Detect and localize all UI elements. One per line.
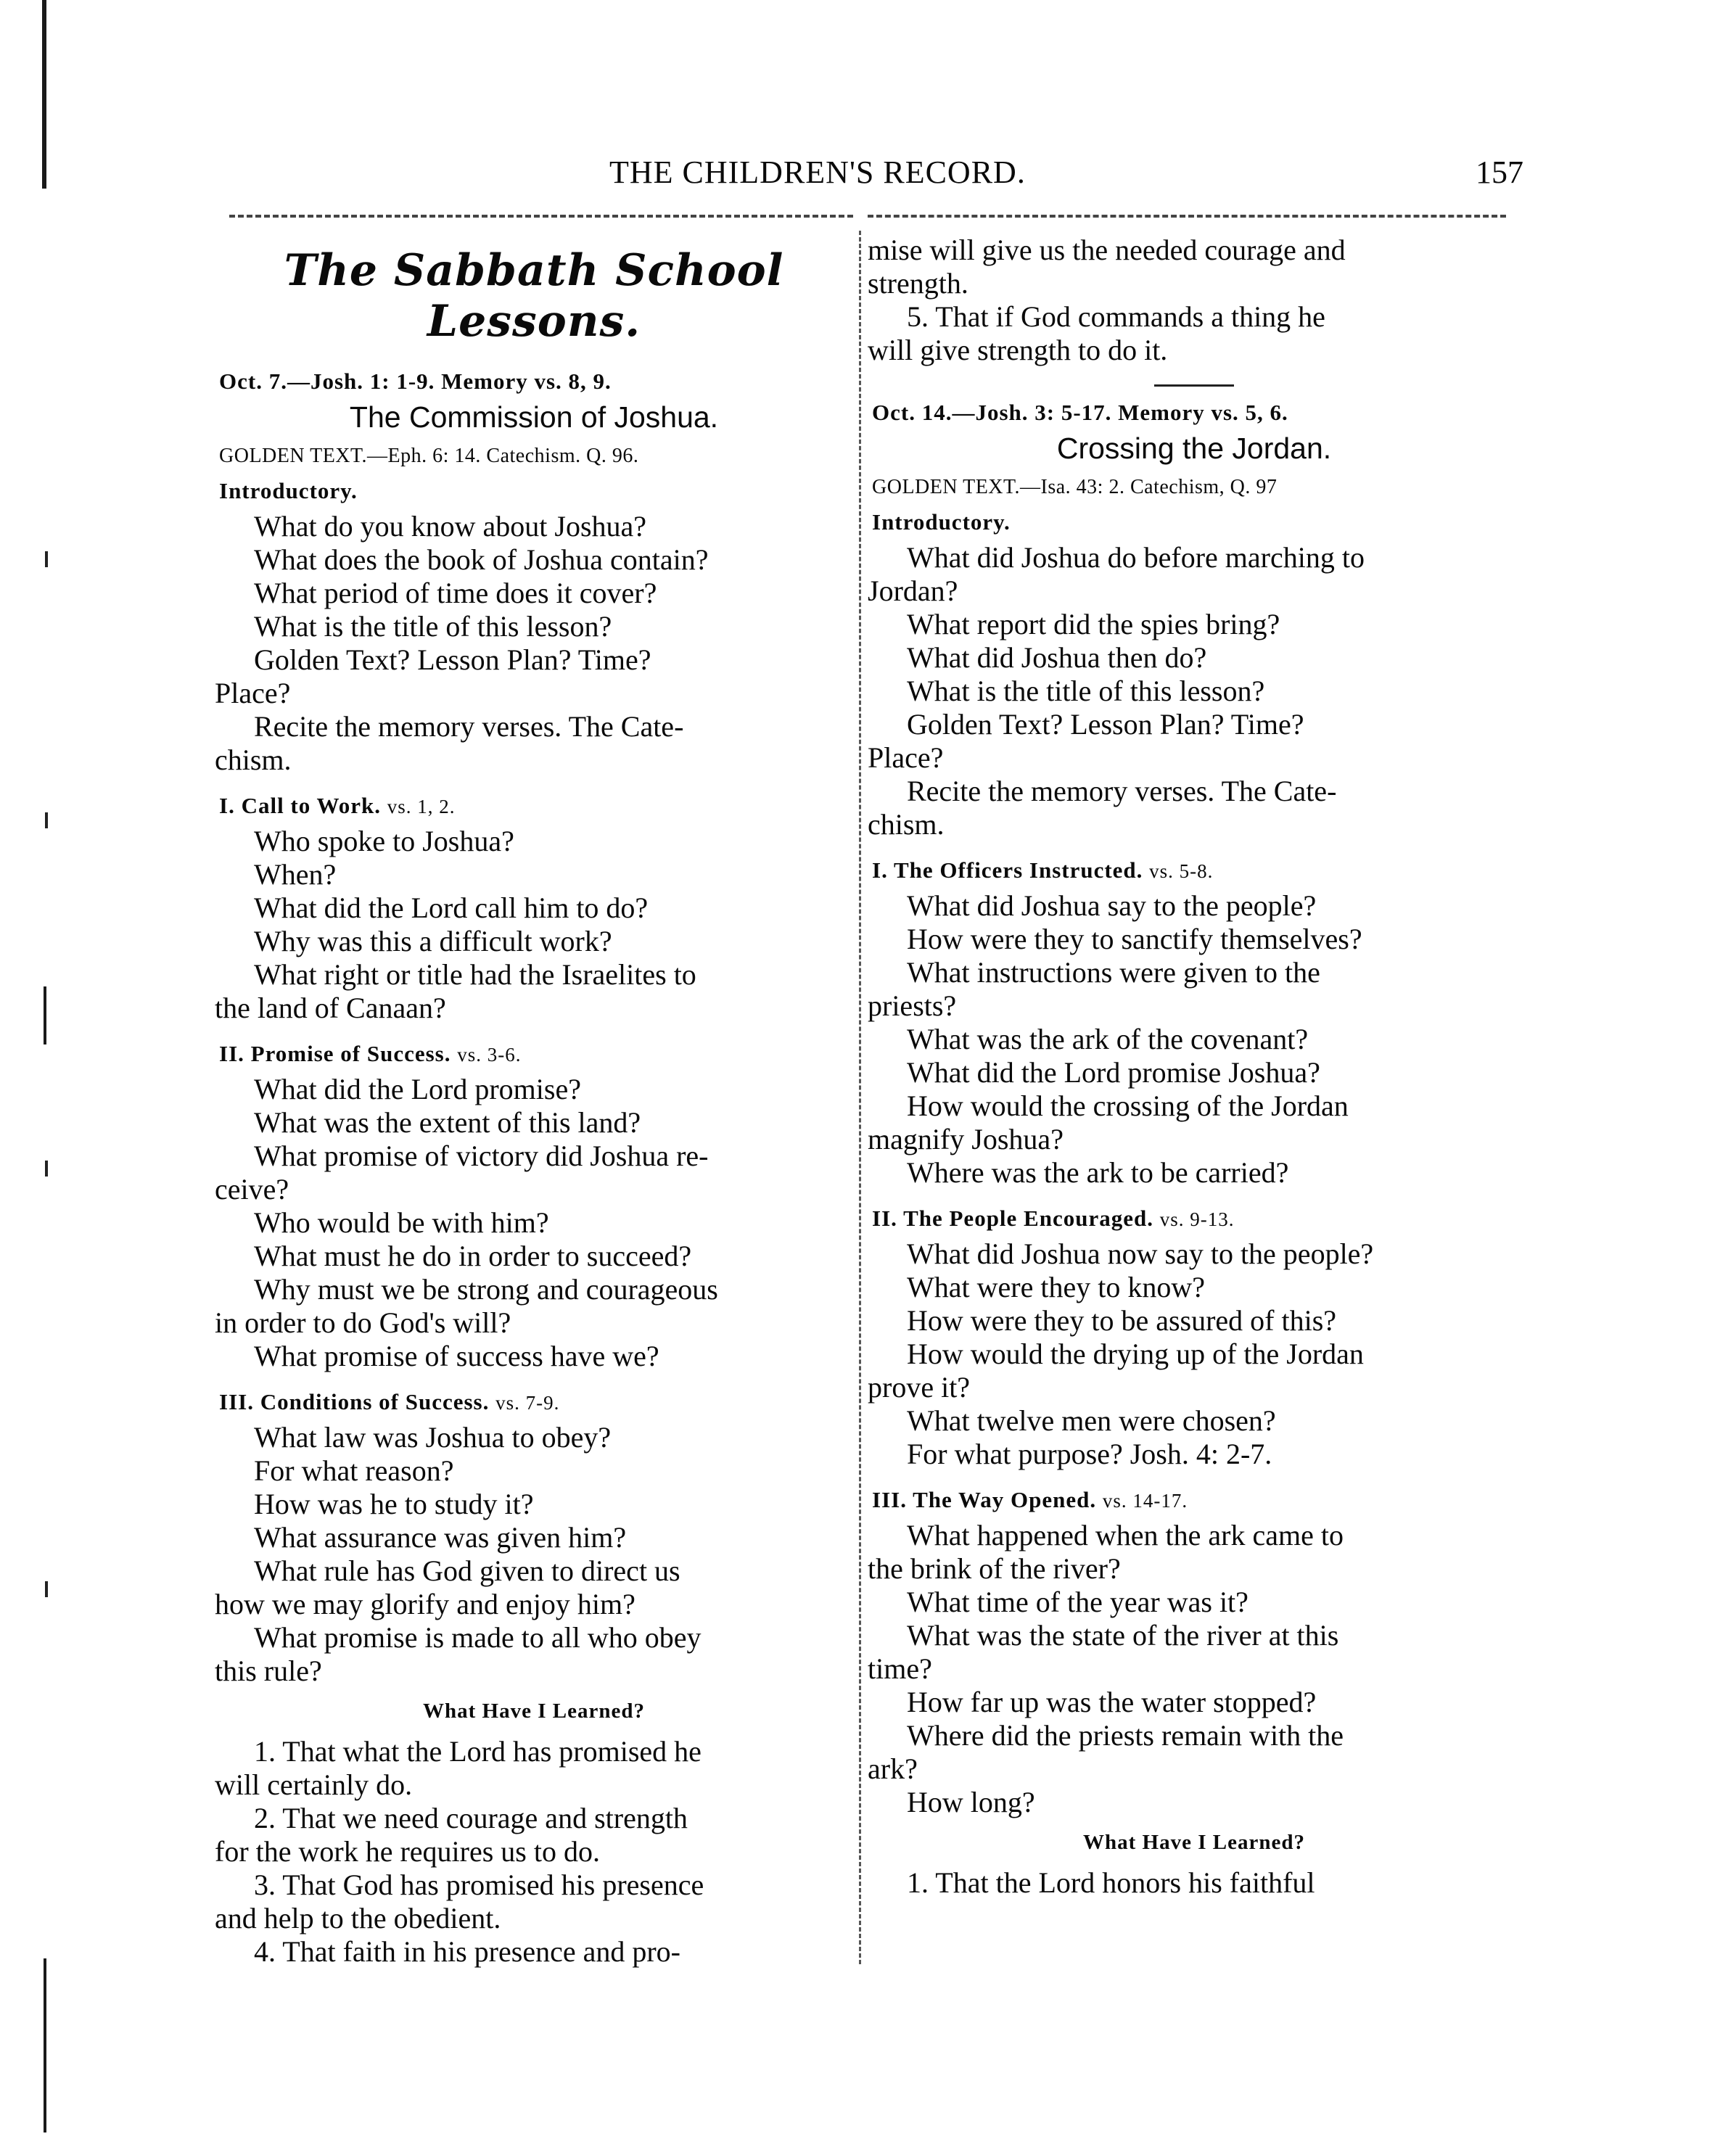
section-heading-introductory: Introductory. (219, 478, 358, 503)
text-line: chism. (868, 808, 945, 841)
text-line: Where was the ark to be carried? (907, 1156, 1289, 1189)
scan-mark (45, 1581, 48, 1597)
text-line: ceive? (215, 1173, 289, 1206)
lesson-reference: Oct. 7.—Josh. 1: 1-9. Memory vs. 8, 9. (219, 368, 612, 394)
page-number: 157 (1476, 154, 1523, 190)
text-line: What law was Joshua to obey? (254, 1421, 612, 1454)
text-line: How far up was the water stopped? (907, 1686, 1317, 1718)
left-column (215, 234, 853, 1969)
golden-text: GOLDEN TEXT.—Isa. 43: 2. Catechism, Q. 97 (872, 476, 1278, 498)
text-line: What promise is made to all who obey (254, 1621, 702, 1654)
text-line: What rule has God given to direct us (254, 1554, 680, 1587)
text-line: What promise of victory did Joshua re- (254, 1140, 709, 1172)
section-heading-introductory: Introductory. (872, 509, 1011, 535)
verse-reference: vs. 1, 2. (387, 796, 456, 817)
text-line: magnify Joshua? (868, 1123, 1064, 1155)
text-line: for the work he requires us to do. (215, 1835, 600, 1868)
right-column (868, 234, 1521, 1900)
scan-edge-bottom (44, 1958, 46, 2132)
text-line: What does the book of Joshua contain? (254, 543, 709, 576)
text-line: Why was this a difficult work? (254, 925, 612, 957)
lesson-title: The Commission of Joshua. (349, 400, 719, 434)
text-line: What instructions were given to the (907, 956, 1320, 989)
learned-heading: What Have I Learned? (423, 1699, 645, 1723)
verse-reference: vs. 9-13. (1159, 1208, 1235, 1230)
text-line: Where did the priests remain with the (907, 1719, 1344, 1752)
text-line: Place? (215, 677, 291, 709)
verse-reference: vs. 3-6. (457, 1044, 522, 1066)
section-title: II. The People Encouraged. (872, 1206, 1153, 1231)
scan-mark (45, 812, 48, 828)
section-title: I. Call to Work. (219, 793, 381, 818)
verse-reference: vs. 7-9. (495, 1392, 560, 1414)
text-line: priests? (868, 989, 957, 1022)
text-line: What did the Lord promise Joshua? (907, 1056, 1320, 1089)
text-line: What did Joshua do before marching to (907, 541, 1365, 574)
header-rule-left (229, 215, 853, 218)
text-line: 5. That if God commands a thing he (907, 300, 1325, 333)
text-line: How long? (907, 1786, 1035, 1818)
column-divider (859, 231, 861, 1964)
text-line: 2. That we need courage and strength (254, 1802, 688, 1834)
section-heading (219, 1389, 853, 1415)
text-line: For what reason? (254, 1454, 454, 1487)
text-line: strength. (868, 267, 968, 300)
text-line: When? (254, 858, 337, 891)
scan-edge-top (42, 0, 46, 189)
text-line: What did the Lord call him to do? (254, 891, 649, 924)
text-line: and help to the obedient. (215, 1902, 501, 1934)
running-title: THE CHILDREN'S RECORD. (609, 154, 1026, 190)
text-line: What assurance was given him? (254, 1521, 627, 1554)
text-line: What did Joshua say to the people? (907, 889, 1317, 922)
scan-mark (45, 551, 48, 567)
text-line: prove it? (868, 1371, 971, 1404)
section-title: II. Promise of Success. (219, 1041, 451, 1066)
text-line: How were they to sanctify themselves? (907, 923, 1362, 955)
scan-edge-middle (44, 986, 46, 1044)
verse-reference: vs. 14-17. (1102, 1490, 1188, 1512)
text-line: Golden Text? Lesson Plan? Time? (907, 708, 1304, 741)
text-line: 4. That faith in his presence and pro- (254, 1935, 680, 1968)
text-line: What twelve men were chosen? (907, 1404, 1276, 1437)
text-line: What period of time does it cover? (254, 577, 657, 609)
text-line: What were they to know? (907, 1271, 1205, 1303)
text-line: What time of the year was it? (907, 1586, 1248, 1618)
text-line: how we may glorify and enjoy him? (215, 1588, 635, 1620)
text-line: Place? (868, 741, 944, 774)
text-line: How would the crossing of the Jordan (907, 1089, 1349, 1122)
text-line: 1. That the Lord honors his faithful (907, 1866, 1315, 1899)
text-line: this rule? (215, 1654, 322, 1687)
lesson-reference: Oct. 14.—Josh. 3: 5-17. Memory vs. 5, 6. (872, 400, 1288, 425)
text-line: What was the extent of this land? (254, 1106, 641, 1139)
learned-heading: What Have I Learned? (1083, 1831, 1305, 1854)
text-line: What must he do in order to succeed? (254, 1240, 692, 1272)
text-line: Why must we be strong and courageous (254, 1273, 718, 1306)
section-heading (872, 857, 1521, 883)
golden-text: GOLDEN TEXT.—Eph. 6: 14. Catechism. Q. 96. (219, 445, 639, 467)
text-line: will give strength to do it. (868, 334, 1168, 366)
section-title: I. The Officers Instructed. (872, 857, 1143, 883)
page-header (218, 154, 1523, 197)
text-line: What happened when the ark came to (907, 1519, 1344, 1551)
text-line: What report did the spies bring? (907, 608, 1280, 640)
text-line: the brink of the river? (868, 1552, 1121, 1585)
text-line: the land of Canaan? (215, 992, 446, 1024)
text-line: mise will give us the needed courage and (868, 234, 1346, 266)
text-line: will certainly do. (215, 1768, 413, 1801)
text-line: ark? (868, 1752, 918, 1785)
text-line: What did Joshua then do? (907, 641, 1207, 674)
section-heading (219, 1041, 853, 1067)
text-line: What do you know about Joshua? (254, 510, 647, 543)
main-heading: The Sabbath School Lessons. (284, 245, 784, 347)
text-line: How would the drying up of the Jordan (907, 1338, 1364, 1370)
text-line: 3. That God has promised his presence (254, 1868, 704, 1901)
text-line: Jordan? (868, 574, 958, 607)
section-title: III. Conditions of Success. (219, 1389, 490, 1414)
text-line: What is the title of this lesson? (254, 610, 612, 643)
text-line: time? (868, 1652, 932, 1685)
header-rule-right (868, 215, 1506, 218)
text-line: Recite the memory verses. The Cate- (907, 775, 1337, 807)
text-line: How were they to be assured of this? (907, 1304, 1337, 1337)
scan-mark (45, 1161, 48, 1176)
text-line: What did the Lord promise? (254, 1073, 581, 1105)
verse-reference: vs. 5-8. (1149, 860, 1214, 882)
text-line: What right or title had the Israelites to (254, 958, 696, 991)
text-line: in order to do God's will? (215, 1306, 511, 1339)
text-line: What was the ark of the covenant? (907, 1023, 1309, 1055)
lesson-separator (1154, 384, 1234, 387)
text-line: Recite the memory verses. The Cate- (254, 710, 684, 743)
text-line: What was the state of the river at this (907, 1619, 1339, 1652)
section-heading (872, 1487, 1521, 1513)
text-line: What is the title of this lesson? (907, 675, 1265, 707)
text-line: For what purpose? Josh. 4: 2-7. (907, 1438, 1272, 1470)
text-line: chism. (215, 743, 292, 776)
text-line: Who would be with him? (254, 1206, 549, 1239)
text-line: Golden Text? Lesson Plan? Time? (254, 643, 651, 676)
text-line: Who spoke to Joshua? (254, 825, 514, 857)
section-heading (872, 1206, 1521, 1232)
section-heading (219, 793, 853, 819)
text-line: 1. That what the Lord has promised he (254, 1735, 702, 1768)
text-line: How was he to study it? (254, 1488, 534, 1520)
lesson-title: Crossing the Jordan. (1056, 432, 1332, 465)
text-line: What promise of success have we? (254, 1340, 659, 1372)
section-title: III. The Way Opened. (872, 1487, 1097, 1512)
text-line: What did Joshua now say to the people? (907, 1237, 1374, 1270)
